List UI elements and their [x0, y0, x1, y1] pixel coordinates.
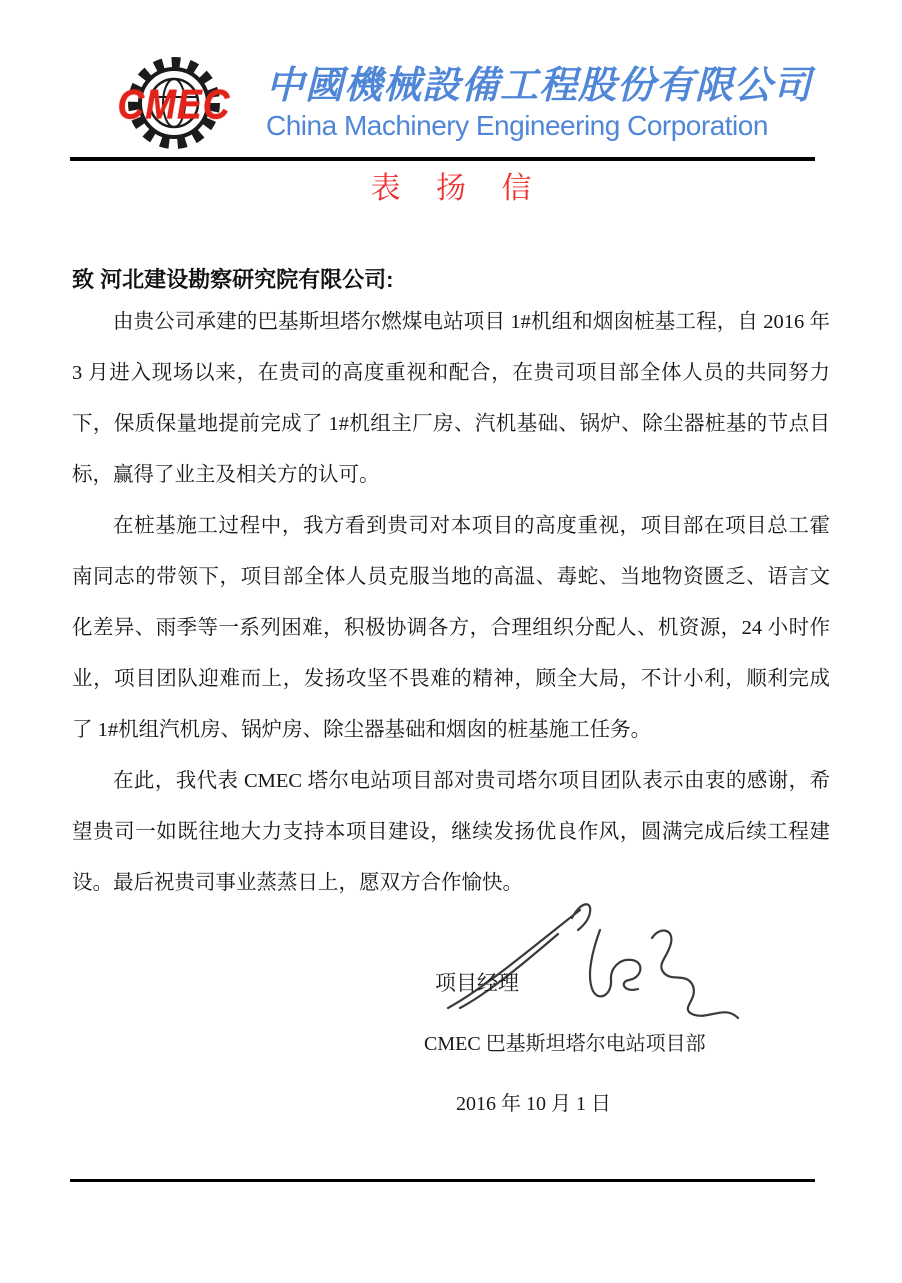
salutation: 致 河北建设勘察研究院有限公司:: [72, 267, 394, 292]
company-name-english: China Machinery Engineering Corporation: [266, 110, 768, 141]
company-name-chinese: 中國機械設備工程股份有限公司: [266, 65, 813, 107]
paragraph-3: 在此，我代表 CMEC 塔尔电站项目部对贵司塔尔项目团队表示由衷的感谢，希望贵司一如既往地大力支持本项目建设，继续发扬优良作风，圆满完成后续工程建设。最后祝贵司事业蒸蒸日上，愿双方合作愉快。: [72, 770, 830, 894]
signature-role: 项目经理: [435, 971, 519, 995]
logo-text: CMEC: [117, 81, 231, 128]
company-name-block: [260, 63, 818, 143]
footer-rule: [70, 1179, 815, 1182]
paragraph-2: 在桩基施工过程中，我方看到贵司对本项目的高度重视，项目部在项目总工霍南同志的带领下，项目部全体人员克服当地的高温、毒蛇、当地物资匮乏、语言文化差异、雨季等一系列困难，积极协调各方，合理组织分配人、机资源，24 小时作业，项目团队迎难而上，发扬攻坚不畏难的精神，顾全大局，不计小利，顺利完成了 1#机组汽机房、锅炉房、除尘器基础和烟囱的桩基施工任务。: [72, 515, 830, 741]
header-rule: [70, 157, 815, 161]
cmec-logo: [88, 52, 260, 154]
letterhead: [88, 52, 818, 154]
paragraph-1: 由贵公司承建的巴基斯坦塔尔燃煤电站项目 1#机组和烟囱桩基工程，自 2016 年 3 月进入现场以来，在贵司的高度重视和配合，在贵司项目部全体人员的共同努力下，保质保量地提前完成了 1#机组主厂房、汽机基础、锅炉、除尘器桩基的节点目标，赢得了业主及相关方的认可。: [72, 311, 830, 486]
letter-title: 表 扬 信: [370, 172, 546, 205]
signature-date: 2016 年 10 月 1 日: [456, 1093, 611, 1115]
letter-body: [72, 297, 830, 909]
handwritten-signature: [440, 896, 740, 1024]
signature-department: CMEC 巴基斯坦塔尔电站项目部: [424, 1033, 706, 1055]
